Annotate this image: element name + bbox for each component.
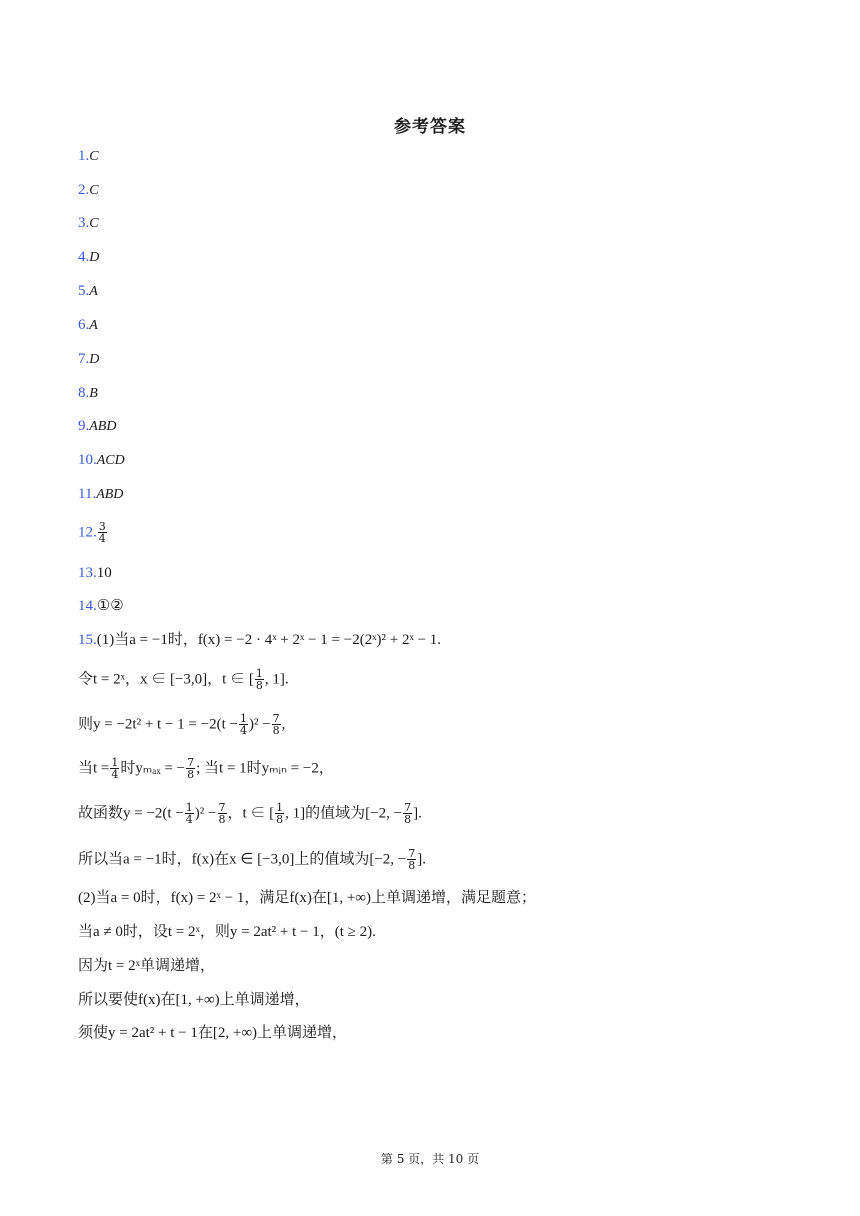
answer-row <box>78 383 98 404</box>
solution-text: 则y = −2t² + t − 1 = −2(t − <box>78 716 238 733</box>
solution-text: 时yₘₐₓ = − <box>120 760 186 777</box>
fraction-numerator: 7 <box>272 712 280 725</box>
solution-text: (1)当a = −1时，f(x) = −2 · 4ˣ + 2ˣ − 1 = −2(2ˣ)² + 2ˣ − 1. <box>96 632 442 648</box>
solution-line <box>78 713 285 736</box>
fraction <box>110 757 119 780</box>
answer-value: A <box>89 318 98 333</box>
answer-row <box>78 521 108 544</box>
fraction <box>407 848 416 871</box>
solution-line <box>78 990 310 1010</box>
fraction-denominator: 8 <box>218 813 226 826</box>
fraction <box>275 802 284 825</box>
answer-row <box>78 247 99 268</box>
answer-row <box>78 596 124 616</box>
answer-value: ABD <box>89 419 117 434</box>
solution-line <box>78 630 441 650</box>
answer-row <box>78 213 99 234</box>
question-number: 15. <box>78 632 97 648</box>
solution-line <box>78 802 422 825</box>
question-number: 8. <box>78 385 90 401</box>
question-number: 2. <box>78 182 90 198</box>
answer-row <box>78 563 112 583</box>
fraction <box>403 802 412 825</box>
fraction <box>272 713 281 736</box>
fraction-denominator: 4 <box>98 532 106 545</box>
solution-text: ]. <box>413 805 422 822</box>
solution-text: ; 当t = 1时yₘᵢₙ = −2， <box>196 760 334 777</box>
fraction-numerator: 1 <box>111 756 119 769</box>
question-number: 10. <box>78 452 97 468</box>
question-number: 14. <box>78 598 97 614</box>
answer-row <box>78 146 99 167</box>
answer-value: ABD <box>96 487 124 502</box>
solution-line <box>78 956 215 976</box>
answer-value: ①② <box>96 598 124 614</box>
answer-value: B <box>89 386 98 401</box>
fraction-denominator: 8 <box>272 724 280 737</box>
answer-row <box>78 416 116 437</box>
solution-text: 当a ≠ 0时，设t = 2ˣ，则y = 2at² + t − 1，(t ≥ 2). <box>78 924 376 940</box>
fraction-numerator: 7 <box>404 801 412 814</box>
fraction-numerator: 1 <box>239 712 247 725</box>
answer-row <box>78 180 99 201</box>
fraction-denominator: 8 <box>408 859 416 872</box>
answer-row <box>78 484 123 505</box>
answer-row <box>78 315 98 336</box>
question-number: 9. <box>78 418 90 434</box>
question-number: 12. <box>78 524 97 541</box>
solution-text: )² − <box>248 716 271 733</box>
fraction-numerator: 1 <box>185 801 193 814</box>
answer-row <box>78 281 98 302</box>
solution-line <box>78 668 289 691</box>
answer-row <box>78 349 99 370</box>
solution-text: , 1]的值域为[−2, − <box>285 805 403 822</box>
question-number: 3. <box>78 215 90 231</box>
solution-text: 因为t = 2ˣ单调递增， <box>78 958 215 974</box>
page-footer: 第 5 页，共 10 页 <box>380 1152 480 1166</box>
solution-text: 须使y = 2at² + t − 1在[2, +∞)上单调递增， <box>78 1025 348 1041</box>
solution-line <box>78 757 334 780</box>
solution-text: ，t ∈ [ <box>227 805 275 822</box>
solution-line <box>78 1023 347 1043</box>
fraction-numerator: 7 <box>408 847 416 860</box>
answer-fraction <box>98 521 107 544</box>
fraction <box>255 668 264 691</box>
fraction <box>186 757 195 780</box>
question-number: 7. <box>78 351 90 367</box>
question-number: 13. <box>78 565 97 581</box>
answer-value: A <box>89 284 98 299</box>
solution-text: (2)当a = 0时，f(x) = 2ˣ − 1，满足f(x)在[1, +∞)上单调递增，满足题意； <box>78 890 536 906</box>
question-number: 1. <box>78 148 90 164</box>
question-number: 11. <box>78 486 97 502</box>
answer-value: D <box>89 250 100 265</box>
answer-value: C <box>89 149 99 164</box>
question-number: 6. <box>78 317 90 333</box>
fraction-numerator: 7 <box>187 756 195 769</box>
solution-text: 所以要使f(x)在[1, +∞)上单调递增， <box>78 992 310 1008</box>
question-number: 4. <box>78 249 90 265</box>
fraction-denominator: 4 <box>185 813 193 826</box>
solution-line <box>78 922 376 942</box>
solution-text: 当t = <box>78 760 110 777</box>
fraction-denominator: 8 <box>276 813 284 826</box>
fraction-numerator: 1 <box>255 667 263 680</box>
fraction-numerator: 3 <box>98 520 106 533</box>
answer-value: 10 <box>96 565 112 581</box>
fraction-denominator: 4 <box>111 768 119 781</box>
answer-value: C <box>89 216 99 231</box>
fraction-denominator: 8 <box>255 679 263 692</box>
solution-line <box>78 888 536 908</box>
fraction <box>218 802 227 825</box>
solution-text: 令t = 2ˣ，x ∈ [−3,0]，t ∈ [ <box>78 671 254 688</box>
question-number: 5. <box>78 283 90 299</box>
fraction <box>239 713 248 736</box>
solution-text: 故函数y = −2(t − <box>78 805 184 822</box>
fraction <box>185 802 194 825</box>
solution-text: )² − <box>194 805 217 822</box>
solution-text: 所以当a = −1时，f(x)在x ∈ [−3,0]上的值域为[−2, − <box>78 851 407 868</box>
solution-text: , <box>281 716 286 733</box>
answer-row <box>78 450 125 471</box>
solution-text: , 1]. <box>264 671 289 688</box>
answer-value: D <box>89 352 100 367</box>
fraction-numerator: 7 <box>218 801 226 814</box>
answer-value: ACD <box>96 453 125 468</box>
solution-text: ]. <box>417 851 426 868</box>
fraction-denominator: 8 <box>404 813 412 826</box>
page-title: 参考答案 <box>394 117 466 137</box>
fraction-denominator: 8 <box>187 768 195 781</box>
fraction-numerator: 1 <box>276 801 284 814</box>
solution-line <box>78 848 426 871</box>
answer-value: C <box>89 183 99 198</box>
fraction-denominator: 4 <box>239 724 247 737</box>
